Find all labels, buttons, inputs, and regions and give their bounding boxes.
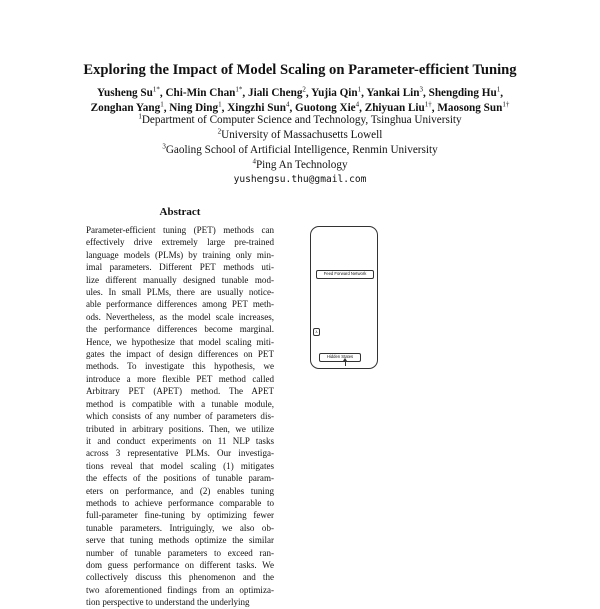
- hidden-states-box: Hidden States: [319, 353, 361, 362]
- author-affiliation-mark: 1†: [502, 100, 510, 109]
- author-name: Maosong Sun: [437, 102, 503, 114]
- author-affiliation-mark: 4: [285, 100, 290, 109]
- abstract-line: methods to achieve performance comparable to: [86, 497, 274, 508]
- abstract-line: the effects of the positions of tunable param-: [86, 473, 274, 484]
- author-line-1: Yusheng $Su^{1*}$, Chi-Min Chan$^{1*}$, Jiali Cheng$^2$, Yujia Qin$^1$, Yankai Lin$^3$, Shengding Hu$^1$,: [97, 85, 503, 99]
- abstract-body: [86, 224, 274, 608]
- affiliation-text: Department of Computer Science and Technology, Tsinghua University: [141, 114, 462, 126]
- affiliation-text: Gaoling School of Artificial Intelligence, Renmin University: [165, 144, 438, 156]
- abstract-line: collectively discuss this phenomenon and the: [86, 572, 274, 583]
- abstract-line: the performance differences become marginal.: [86, 324, 274, 335]
- abstract-line: tion perspective to understand the underlying: [86, 597, 250, 608]
- abstract-line: able performance differences among PET meth-: [86, 299, 274, 310]
- author-affiliation-mark: 1*: [235, 85, 243, 94]
- abstract-line: tions reveal that model scaling (1) mitigates: [86, 460, 274, 471]
- author-name: Guotong Xie: [295, 102, 356, 114]
- affiliation-number: 3: [162, 142, 166, 151]
- feed-forward-network-box: Feed Forward Network: [316, 270, 374, 279]
- lambda-box: λ: [313, 328, 320, 336]
- affiliation-text: University of Massachusetts Lowell: [221, 129, 383, 141]
- author-affiliation-mark: 2: [302, 85, 306, 94]
- author-name: Yujia Qin: [311, 87, 358, 99]
- affiliation-number: 1: [138, 112, 142, 121]
- abstract-line: it and conduct experiments on 11 NLP tasks: [86, 435, 274, 446]
- abstract-line: tunable parameters. Intriguingly, we also ob-: [86, 522, 274, 533]
- affiliation-line: [20, 143, 580, 157]
- affiliation-line: [20, 113, 580, 127]
- abstract-line: serve that tuning methods optimize the similar: [86, 535, 274, 546]
- author-name: Yankai Lin: [366, 87, 420, 99]
- abstract-line: eters on performance, and (2) enables tuning: [86, 485, 274, 496]
- abstract-line: language models (PLMs) by training only min-: [86, 249, 274, 260]
- author-affiliation-mark: 1: [218, 100, 222, 109]
- author-affiliation-mark: 4: [355, 100, 360, 109]
- author-name: Zonghan Yang: [90, 102, 161, 114]
- affiliation-line: [20, 158, 580, 172]
- abstract-line: lize different manually designed tunable mod-: [86, 274, 274, 285]
- architecture-figure: [310, 226, 378, 369]
- author-name: Zhiyuan Liu: [364, 102, 425, 114]
- author-name: Jiali Cheng: [248, 87, 303, 99]
- author-list: [20, 86, 580, 116]
- abstract-line: which consists of any number of parameters dis-: [86, 411, 274, 422]
- author-name: Chi-Min Chan: [165, 87, 236, 99]
- abstract-heading: Abstract: [159, 206, 201, 218]
- abstract-line: method is compatible with a tunable module,: [86, 398, 274, 409]
- author-line-2: Zonghan Yang$^1$, Ning Ding$^1$, Xingzhi Sun$^4$, Guotong Xie$^4$, Zhiyuan Liu$^{1\dagger}$, Maosong Sun$^{1\dagger}$: [90, 100, 510, 114]
- affiliation-number: 2: [217, 127, 222, 136]
- abstract-line: dom guess performance on different tasks. We: [86, 559, 274, 570]
- author-name: Yusheng Su: [97, 87, 153, 99]
- author-affiliation-mark: 1: [160, 100, 164, 109]
- abstract-line: two aforementioned findings from an optimiza-: [86, 584, 274, 595]
- abstract-line: tributed in arbitrary positions. Then, we utilize: [86, 423, 274, 434]
- abstract-line: imal parameters. Different PET methods uti-: [86, 262, 274, 273]
- author-name: Xingzhi Sun: [227, 102, 286, 114]
- abstract-line: introduce a more flexible PET method called: [86, 373, 274, 384]
- contact-email: yushengsu.thu@gmail.com: [233, 174, 367, 185]
- abstract-line: Parameter-efficient tuning (PET) methods can: [86, 225, 274, 235]
- author-affiliation-mark: 1†: [424, 100, 432, 109]
- affiliation-line: [20, 128, 580, 142]
- author-affiliation-mark: 1: [496, 85, 501, 94]
- abstract-line: gates the impact of design differences on PET: [86, 349, 274, 360]
- abstract-line: methods. To investigate this hypothesis, we: [86, 361, 274, 372]
- abstract-line: ules. In small PLMs, there are usually notice-: [86, 287, 274, 298]
- paper-title: Exploring the Impact of Model Scaling on Parameter-efficient Tuning: [83, 62, 517, 78]
- affiliation-number: 4: [252, 157, 256, 166]
- author-affiliation-mark: 1*: [152, 85, 160, 94]
- abstract-line: across 3 representative PLMs. Our investiga-: [86, 448, 274, 459]
- author-name: Ning Ding: [169, 102, 219, 114]
- abstract-line: Arbitrary PET (APET) method. The APET: [86, 386, 274, 397]
- author-affiliation-mark: 3: [419, 85, 423, 94]
- abstract-line: full-parameter fine-tuning by optimizing fewer: [86, 510, 274, 521]
- up-arrow-icon: [345, 360, 346, 366]
- author-affiliation-mark: 1: [357, 85, 362, 94]
- abstract-line: Hence, we hypothesize that model scaling miti-: [86, 336, 274, 347]
- abstract-line: ods. Nevertheless, as the model scale increases,: [86, 311, 274, 322]
- author-name: Shengding Hu: [428, 87, 497, 99]
- abstract-line: number of tunable parameters to exceed ran-: [86, 547, 274, 558]
- abstract-line: effectively drive extremely large pre-trained: [86, 237, 274, 248]
- affiliation-text: Ping An Technology: [255, 159, 348, 171]
